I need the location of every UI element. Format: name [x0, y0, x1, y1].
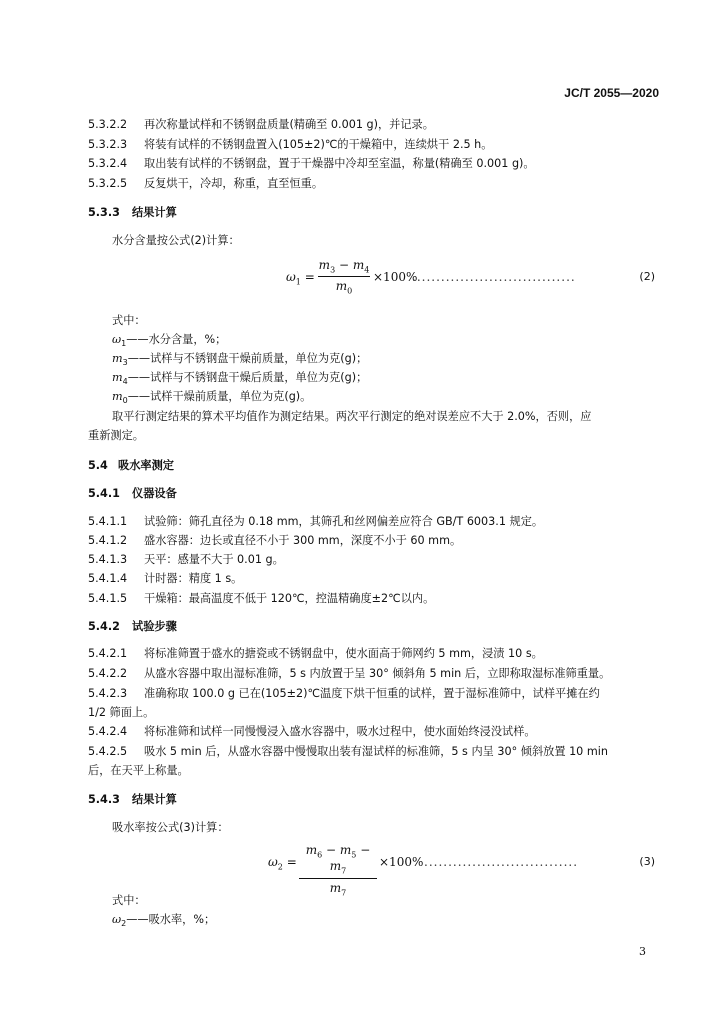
clause-number: 5.4.2.4: [88, 725, 128, 738]
clause-5-3-2-5: [88, 176, 657, 192]
where-item: $\omega_2——$吸水率，%；: [112, 913, 216, 929]
clause-number: 5.3.2.2: [88, 118, 128, 131]
clause-continuation: 后，在天平上称量。: [88, 764, 189, 777]
clause-5-4-2-3: [88, 686, 657, 702]
where-label: 式中：: [112, 314, 146, 327]
clause-number: 5.4.1.1: [88, 515, 128, 528]
clause-number: 5.4.1.5: [88, 592, 128, 605]
clause-5-3-2-4: [88, 156, 657, 172]
equation-number: (3): [639, 855, 655, 868]
clause-number: 5.3.2.4: [88, 157, 128, 170]
heading-5-3-3: [88, 205, 657, 221]
clause-number: 5.4.1.3: [88, 553, 128, 566]
heading-title: 吸水率测定: [118, 459, 174, 472]
where-item: $m_3——$试样与不锈钢盘干燥前质量，单位为克(g)；: [112, 352, 368, 368]
clause-text: 将装有试样的不锈钢盘置入(105±2)℃的干燥箱中，连续烘干 2.5 h。: [144, 138, 493, 151]
formula-fraction: $\frac{m_6 - m_5 - m_7}{m_7}$: [299, 843, 377, 897]
clause-text: 试验筛：筛孔直径为 0.18 mm，其筛孔和丝网偏差应符合 GB/T 6003.1 规定。: [144, 515, 544, 528]
formula-lhs: $\omega_1$ =: [286, 270, 315, 287]
heading-5-4: [88, 458, 657, 474]
heading-number: 5.3.3: [88, 206, 120, 219]
formula-fraction: $\frac{m_3 - m_4}{m_0}$: [318, 258, 370, 296]
heading-title: 试验步骤: [132, 620, 177, 633]
note-line: 取平行测定结果的算术平均值作为测定结果。两次平行测定的绝对误差应不大于 2.0%，否则，应: [112, 410, 592, 423]
clause-5-4-1-1: [88, 514, 657, 530]
clause-text: 准确称取 100.0 g 已在(105±2)℃温度下烘干恒重的试样，置于湿标准筛中，试样平摊在约: [144, 687, 600, 700]
clause-number: 5.4.1.2: [88, 534, 128, 547]
page-number: 3: [639, 945, 646, 958]
formula-2: [0, 258, 723, 298]
clause-5-4-1-2: [88, 533, 657, 549]
clause-text: 盛水容器：边长或直径不小于 300 mm，深度不小于 60 mm。: [144, 534, 462, 547]
formula-3: [0, 843, 723, 898]
clause-number: 5.4.1.4: [88, 572, 128, 585]
heading-5-4-1: [88, 486, 657, 502]
formula-multiplier: ×100%: [379, 855, 424, 869]
clause-number: 5.3.2.3: [88, 138, 128, 151]
clause-text: 计时器：精度 1 s。: [144, 572, 243, 585]
note-line: 重新测定。: [88, 429, 144, 442]
heading-title: 结果计算: [132, 793, 177, 806]
clause-text: 干燥箱：最高温度不低于 120℃，控温精确度±2℃以内。: [144, 592, 435, 605]
clause-5-4-2-2: [88, 666, 657, 682]
document-code: JC/T 2055—2020: [564, 86, 659, 100]
clause-5-4-1-3: [88, 552, 657, 568]
where-label: 式中：: [112, 894, 146, 907]
formula-intro: 吸水率按公式(3)计算：: [112, 821, 229, 834]
clause-5-3-2-3: [88, 137, 657, 153]
clause-text: 再次称量试样和不锈钢盘质量(精确至 0.001 g)，并记录。: [144, 118, 434, 131]
clause-text: 从盛水容器中取出湿标准筛，5 s 内放置于呈 30° 倾斜角 5 min 后，立即称取湿标准筛重量。: [144, 667, 611, 680]
heading-number: 5.4: [88, 459, 108, 472]
equation-number: (2): [639, 270, 655, 283]
heading-title: 结果计算: [132, 206, 177, 219]
clause-text: 将标准筛置于盛水的搪瓷或不锈钢盘中，使水面高于筛网约 5 mm，浸渍 10 s。: [144, 647, 543, 660]
clause-5-4-2-1: [88, 646, 657, 662]
where-item: $m_4——$试样与不锈钢盘干燥后质量，单位为克(g)；: [112, 371, 368, 387]
formula-multiplier: ×100%: [373, 270, 418, 284]
clause-text: 取出装有试样的不锈钢盘，置于干燥器中冷却至室温，称量(精确至 0.001 g)。: [144, 157, 535, 170]
heading-number: 5.4.3: [88, 793, 120, 806]
heading-5-4-3: [88, 792, 657, 808]
formula-leader-dots: ................................: [424, 855, 579, 869]
clause-continuation: 1/2 筛面上。: [88, 706, 155, 719]
clause-text: 反复烘干，冷却，称重，直至恒重。: [144, 177, 324, 190]
formula-intro: 水分含量按公式(2)计算：: [112, 234, 240, 247]
clause-number: 5.4.2.1: [88, 647, 128, 660]
heading-5-4-2: [88, 619, 657, 635]
clause-5-4-2-5: [88, 744, 657, 760]
clause-number: 5.4.2.5: [88, 745, 128, 758]
clause-5-4-1-4: [88, 571, 657, 587]
where-item: $\omega_1——$水分含量，%；: [112, 333, 227, 349]
clause-text: 吸水 5 min 后，从盛水容器中慢慢取出装有湿试样的标准筛，5 s 内呈 30° 倾斜放置 10 min: [144, 745, 608, 758]
clause-number: 5.3.2.5: [88, 177, 128, 190]
clause-5-4-1-5: [88, 591, 657, 607]
heading-number: 5.4.1: [88, 487, 120, 500]
where-item: $m_0——$试样干燥前质量，单位为克(g)。: [112, 390, 312, 406]
clause-number: 5.4.2.3: [88, 687, 128, 700]
clause-number: 5.4.2.2: [88, 667, 128, 680]
clause-text: 天平：感量不大于 0.01 g。: [144, 553, 284, 566]
heading-title: 仪器设备: [132, 487, 177, 500]
heading-number: 5.4.2: [88, 620, 120, 633]
formula-leader-dots: ..................................: [412, 270, 576, 284]
formula-lhs: $\omega_2$ =: [268, 855, 297, 872]
clause-5-4-2-4: [88, 724, 657, 740]
clause-5-3-2-2: [88, 117, 657, 133]
clause-text: 将标准筛和试样一同慢慢浸入盛水容器中，吸水过程中，使水面始终浸没试样。: [144, 725, 536, 738]
